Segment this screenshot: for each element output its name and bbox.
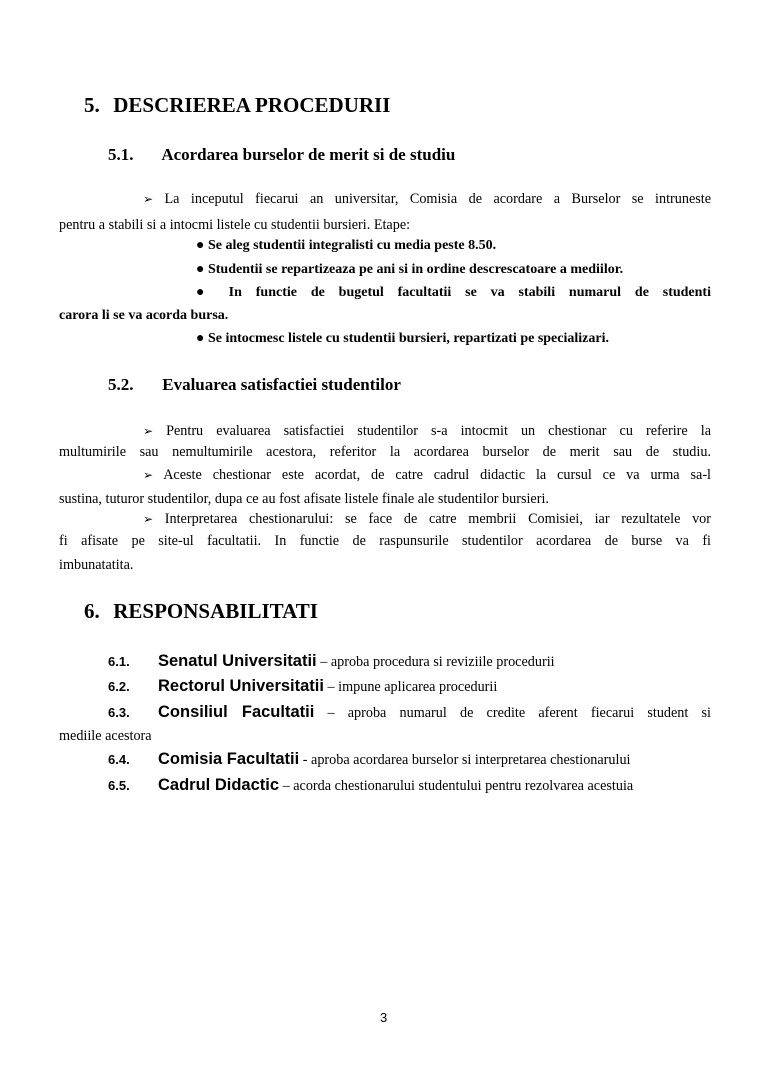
subsection-5-1-heading (108, 145, 455, 165)
list-item-bullet-4: ● Se intocmesc listele cu studentii bursieri, repartizati pe specializari. (196, 331, 609, 346)
paragraph-5-2-3-line-1: ➢ Interpretarea chestionarului: se face de catre membrii Comisiei, iar rezultatele vor (143, 511, 712, 527)
responsibility-description: – aproba numarul de credite aferent fiecarui student si (314, 705, 711, 721)
list-item-bullet-1: ● Se aleg studentii integralisti cu media peste 8.50. (196, 238, 497, 253)
responsibility-item: 6.1. Senatul Universitatii – aproba procedura si reviziile procedurii (108, 652, 555, 670)
paragraph-5-2-3-line-3: imbunatatita. (59, 557, 134, 573)
responsibility-item: 6.3. Consiliul Facultatii – aproba numarul de credite aferent fiecarui student si (108, 703, 711, 721)
subsection-5-2-title: Evaluarea satisfactiei studentilor (162, 375, 401, 394)
subsection-5-2-number: 5.2. (108, 375, 134, 394)
responsibility-role: Senatul Universitatii (158, 652, 317, 670)
subsection-5-1-number: 5.1. (108, 145, 134, 164)
section-5-title: DESCRIEREA PROCEDURII (113, 93, 391, 117)
paragraph-5-2-3-line-2: fi afisate pe site-ul facultatii. In functie de raspunsurile studentilor acordarea de burse va fi (59, 533, 711, 549)
section-6-number: 6. (84, 599, 100, 623)
bullet-dot-icon: ● (196, 238, 205, 253)
arrowhead-bullet-icon: ➢ (143, 468, 154, 482)
subsection-5-1-title: Acordarea burselor de merit si de studiu (161, 145, 456, 164)
bullet-dot-icon: ● (196, 285, 215, 300)
responsibility-item-continuation: mediile acestora (59, 728, 152, 744)
page-number: 3 (380, 1010, 388, 1025)
section-5-number: 5. (84, 93, 100, 117)
responsibility-description: – aproba procedura si reviziile procedurii (316, 654, 555, 670)
arrowhead-bullet-icon: ➢ (143, 424, 154, 438)
section-5-heading (84, 93, 390, 118)
responsibility-role: Comisia Facultatii (158, 750, 300, 768)
paragraph-5-2-1-line-1: ➢ Pentru evaluarea satisfactiei studentilor s-a intocmit un chestionar cu referire la (143, 423, 711, 439)
list-item-bullet-3: ● In functie de bugetul facultatii se va stabili numarul de studenti (196, 285, 711, 300)
responsibility-role: Cadrul Didactic (158, 776, 280, 794)
bullet-dot-icon: ● (196, 331, 205, 346)
section-6-heading (84, 599, 318, 624)
responsibility-role: Rectorul Universitatii (158, 677, 324, 695)
paragraph-5-1-line-1: ➢ La inceputul fiecarui an universitar, Comisia de acordare a Burselor se intruneste (143, 191, 712, 207)
section-6-title: RESPONSABILITATI (113, 599, 318, 623)
list-item-bullet-2: ● Studentii se repartizeaza pe ani si in ordine descrescatoare a mediilor. (196, 262, 624, 277)
responsibility-role: Consiliul Facultatii (158, 703, 315, 721)
paragraph-5-2-2-line-2: sustina, tuturor studentilor, dupa ce au fost afisate listele finale ale studentilor bursieri. (59, 491, 549, 507)
responsibility-item: 6.2. Rectorul Universitatii – impune aplicarea procedurii (108, 677, 498, 695)
responsibility-description: - aproba acordarea burselor si interpretarea chestionarului (299, 752, 631, 768)
paragraph-5-2-1-line-2: multumirile sau nemultumirile acestora, referitor la acordarea burselor de merit sau de studiu. (59, 444, 711, 460)
responsibility-description: – acorda chestionarului studentului pentru rezolvarea acestuia (279, 778, 634, 794)
list-item-bullet-3-continuation: carora li se va acorda bursa. (59, 308, 229, 323)
responsibility-item: 6.4. Comisia Facultatii - aproba acordarea burselor si interpretarea chestionarului (108, 750, 631, 768)
arrowhead-bullet-icon: ➢ (143, 512, 154, 526)
bullet-dot-icon: ● (196, 262, 205, 277)
responsibility-description: – impune aplicarea procedurii (323, 679, 498, 695)
paragraph-5-2-2-line-1: ➢ Aceste chestionar este acordat, de catre cadrul didactic la cursul ce va urma sa-l (143, 467, 711, 483)
arrowhead-bullet-icon: ➢ (143, 192, 154, 206)
subsection-5-2-heading (108, 375, 401, 395)
responsibility-item: 6.5. Cadrul Didactic – acorda chestionarului studentului pentru rezolvarea acestuia (108, 776, 634, 794)
paragraph-5-1-line-2: pentru a stabili si a intocmi listele cu studentii bursieri. Etape: (59, 217, 411, 233)
